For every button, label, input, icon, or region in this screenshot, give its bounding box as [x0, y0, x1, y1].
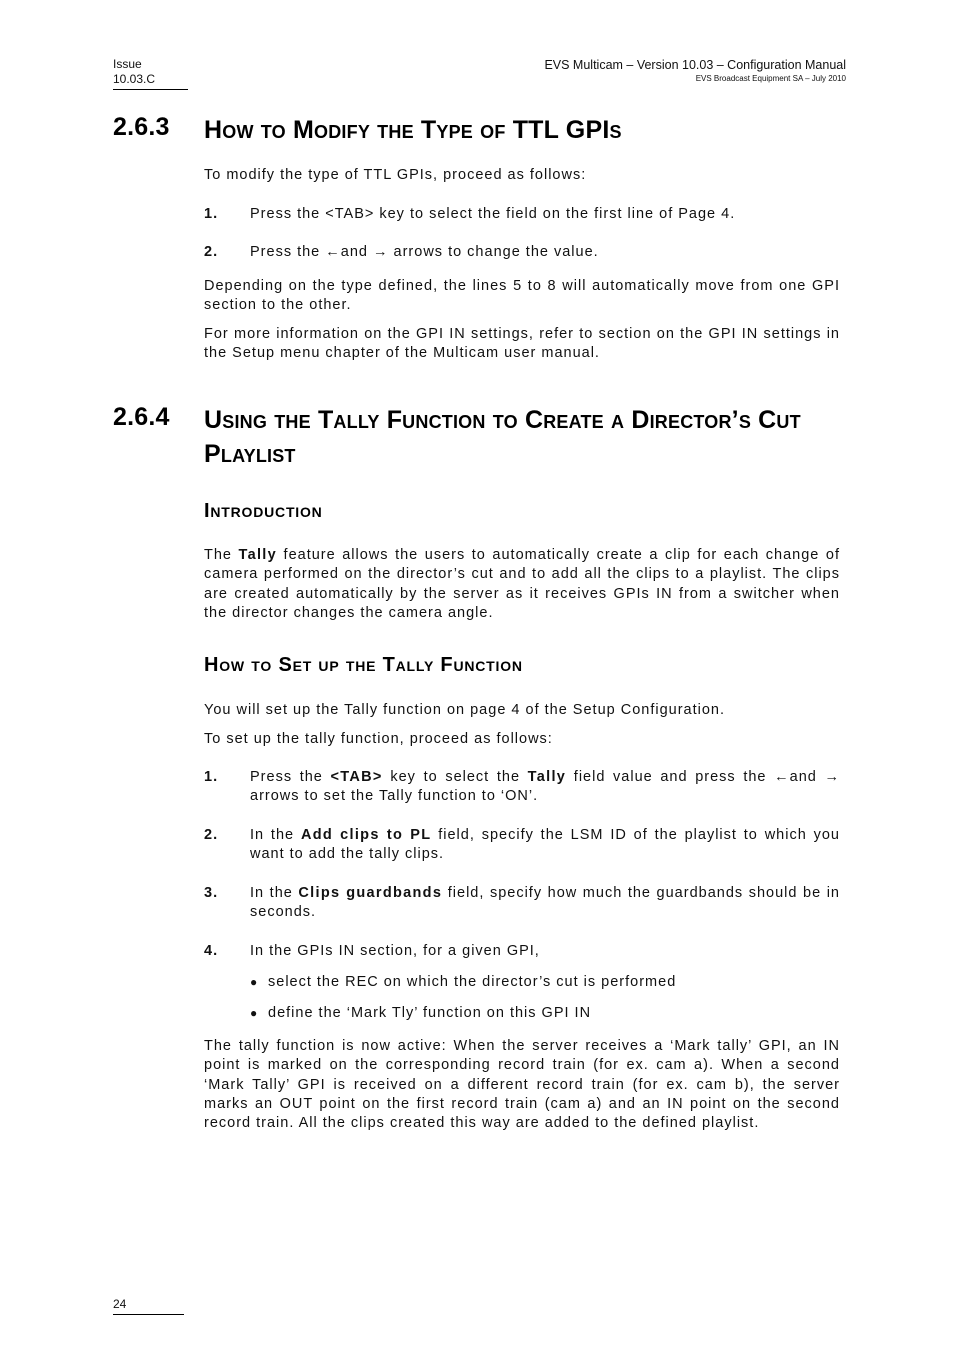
setup-para-1: You will set up the Tally function on page 4 of the Setup Configuration. [204, 702, 726, 718]
setup-step-1 [204, 768, 840, 808]
intro-bold-term: Tally [238, 547, 277, 563]
issue-number: 10.03.C [113, 72, 156, 86]
step-text: In the Clips guardbands field, specify how much the guardbands should be in seconds. [250, 885, 840, 921]
bullet-icon: ● [250, 975, 259, 989]
doc-subtitle: EVS Broadcast Equipment SA – July 2010 [695, 74, 846, 83]
closing-paragraph: The tally function is now active: When the server receives a ‘Mark tally’ GPI, an IN point is marked on the corresponding record train (for ex. cam a). When a second ‘Mark Tally’ GPI is received on a different record train (for ex. cam b), the server marks an OUT point on the first record train (cam a) and an IN point on the second record train. All the clips created this way are added to the defined playlist. [204, 1038, 840, 1132]
bullet-text: define the ‘Mark Tly’ function on this GPI IN [268, 1005, 592, 1021]
step-number: 1. [204, 206, 219, 222]
section-263-step-2 [204, 243, 840, 263]
section-title: Using the Tally Function to Create a Director’s Cut Playlist [204, 406, 801, 468]
bullet-text: select the REC on which the director’s cut is performed [268, 974, 677, 990]
subheading-introduction: Introduction [204, 500, 323, 522]
bullet-item [250, 1004, 840, 1024]
section-263-para-2: For more information on the GPI IN settings, refer to section on the GPI IN settings in the Setup menu chapter of the Multicam user manual. [204, 326, 840, 362]
step-number: 2. [204, 827, 219, 843]
intro-text-start: The [204, 547, 239, 563]
introduction-paragraph [204, 546, 840, 623]
header-doc-info [544, 57, 846, 84]
setup-para-2: To set up the tally function, proceed as follows: [204, 731, 553, 747]
section-number: 2.6.3 [113, 113, 170, 141]
setup-step-2 [204, 826, 840, 866]
setup-step-3 [204, 884, 840, 924]
section-263-para-1: Depending on the type defined, the lines 5 to 8 will automatically move from one GPI section to the other. [204, 278, 840, 314]
subheading-setup-tally: How to Set up the Tally Function [204, 654, 523, 676]
bullet-item [250, 973, 840, 993]
issue-label: Issue [113, 57, 142, 71]
step-number: 3. [204, 885, 219, 901]
header-issue [113, 57, 188, 90]
setup-step-4 [204, 942, 840, 962]
bullet-icon: ● [250, 1006, 259, 1020]
step-number: 4. [204, 943, 219, 959]
section-263-intro: To modify the type of TTL GPIs, proceed as follows: [204, 167, 587, 183]
doc-title: EVS Multicam – Version 10.03 – Configuration Manual [544, 58, 846, 72]
page-number: 24 [113, 1297, 184, 1315]
step-number: 2. [204, 244, 219, 260]
step-text: In the Add clips to PL field, specify the LSM ID of the playlist to which you want to add the tally clips. [250, 827, 840, 863]
step-text: Press the <TAB> key to select the Tally field value and press the ←and → arrows to set the Tally function to ‘ON’. [250, 769, 840, 805]
step-text: Press the ←and → arrows to change the value. [250, 244, 599, 260]
step-text: Press the <TAB> key to select the field on the first line of Page 4. [250, 206, 736, 222]
intro-text-rest: feature allows the users to automatically create a clip for each change of camera performed on the director’s cut and to add all the clips to a playlist. The clips are created automatically by the server as it receives GPIs IN from a switcher when the director changes the camera angle. [204, 547, 840, 621]
step-number: 1. [204, 769, 219, 785]
section-263-step-1 [204, 205, 840, 225]
step-text: In the GPIs IN section, for a given GPI, [250, 943, 540, 959]
section-title: How to Modify the Type of TTL GPIs [204, 116, 622, 144]
section-number: 2.6.4 [113, 403, 170, 431]
